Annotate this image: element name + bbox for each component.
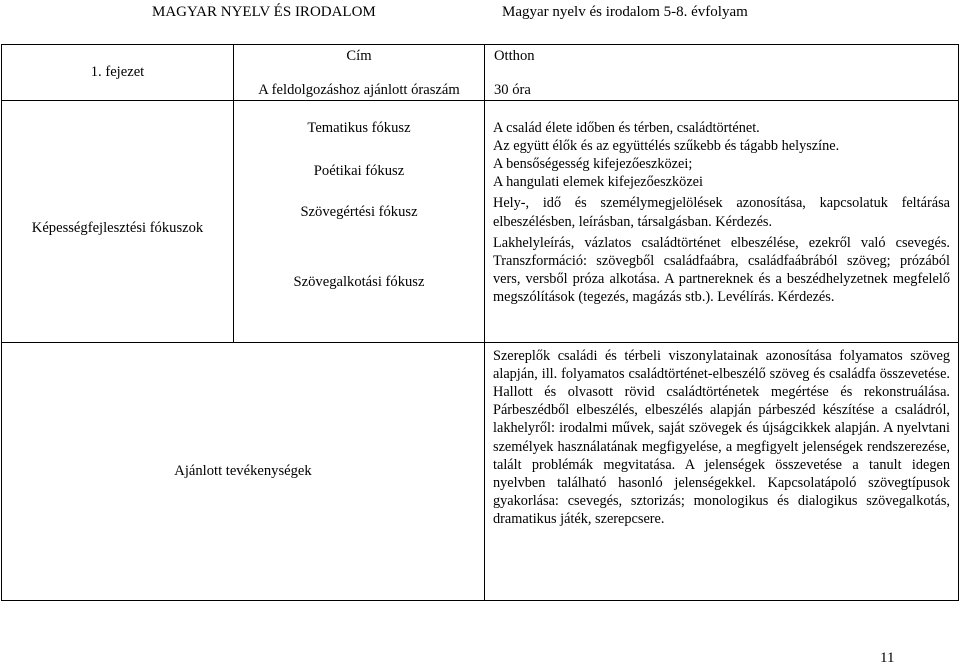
thematic-line-1: A család élete időben és térben, családtörténet.: [493, 119, 760, 136]
activities-text: Szereplők családi és térbeli viszonylatainak azonosítása folyamatos szöveg alapján, ill. folyamatos családtörténet-elbeszélő szöveg és családfa összevetése. Hallott és olvasott rövid családtörténetek megértése és rekonstruálása. Párbeszédből elbeszélés, elbeszélés alapján párbeszéd készítése a családról, lakhelyről: irodalmi művek, saját szövegek és újságcikkek alapján. A nyelvtani személyek használatának megfigyelése, a megfigyelt jelenségek rendszerezése, talált problémák megvitatása. A jelenségek összevetése a tanult idegen nyelvben található hasonló jelenségekkel. Kapcsolatápoló szövegtípusok gyakorlása: csevegés, sztorizás; monologikus és dialogikus szövegalkotás, dramatikus játék, szerepcsere.: [493, 347, 950, 528]
focus-content-cell: [485, 115, 959, 343]
hours-value: 30 óra: [494, 81, 531, 98]
chapter-cell: 1. fejezet: [2, 45, 234, 101]
poetic-line-2: A hangulati elemek kifejezőeszközei: [493, 174, 703, 191]
title-row: [2, 45, 959, 101]
page-number: 11: [880, 650, 895, 666]
focus-interpretation: Szövegértési fókusz: [300, 203, 418, 220]
composition-text: Lakhelyleírás, vázlatos családtörténet elbeszélése, ezekről való csevegés. Transzformáció: szövegből családfaábra, családfaábrából szöveg; prózából vers, versből próza alkotása. A partnereknek és a beszédhelyzetnek megfelelő megszólítások (tegezés, magázás stb.). Levélírás. Kérdezés.: [493, 234, 950, 306]
activities-label: Ajánlott tevékenységek: [2, 342, 485, 600]
focus-labels-cell: [234, 115, 485, 343]
interpretation-text: Hely-, idő és személymegjelölések azonosítása, kapcsolatuk feltárása elbeszélésben, leírásban, társalgásban. Kérdezés.: [493, 195, 950, 230]
focus-thematic: Tematikus fókusz: [307, 119, 411, 136]
skills-row: [2, 115, 959, 343]
activities-cell: [485, 342, 959, 600]
header-right: Magyar nyelv és irodalom 5-8. évfolyam: [502, 4, 748, 20]
title-label-cell: [234, 45, 485, 101]
curriculum-table: [1, 44, 959, 601]
skills-label: Képességfejlesztési fókuszok: [2, 115, 234, 343]
activities-row: [2, 342, 959, 600]
thematic-line-2: Az együtt élők és az együttélés szűkebb és tágabb helyszíne.: [493, 137, 840, 154]
focus-poetic: Poétikai fókusz: [313, 162, 405, 179]
poetic-line-1: A bensőségesség kifejezőeszközei;: [493, 155, 693, 172]
title-value-cell: [485, 45, 959, 101]
spacer-row: [2, 101, 959, 115]
hours-label: A feldolgozáshoz ajánlott óraszám: [258, 81, 460, 98]
page-header: [0, 2, 960, 26]
title-label: Cím: [346, 47, 372, 64]
header-left: MAGYAR NYELV ÉS IRODALOM: [152, 4, 376, 20]
focus-composition: Szövegalkotási fókusz: [293, 273, 425, 290]
title-value: Otthon: [494, 47, 535, 64]
